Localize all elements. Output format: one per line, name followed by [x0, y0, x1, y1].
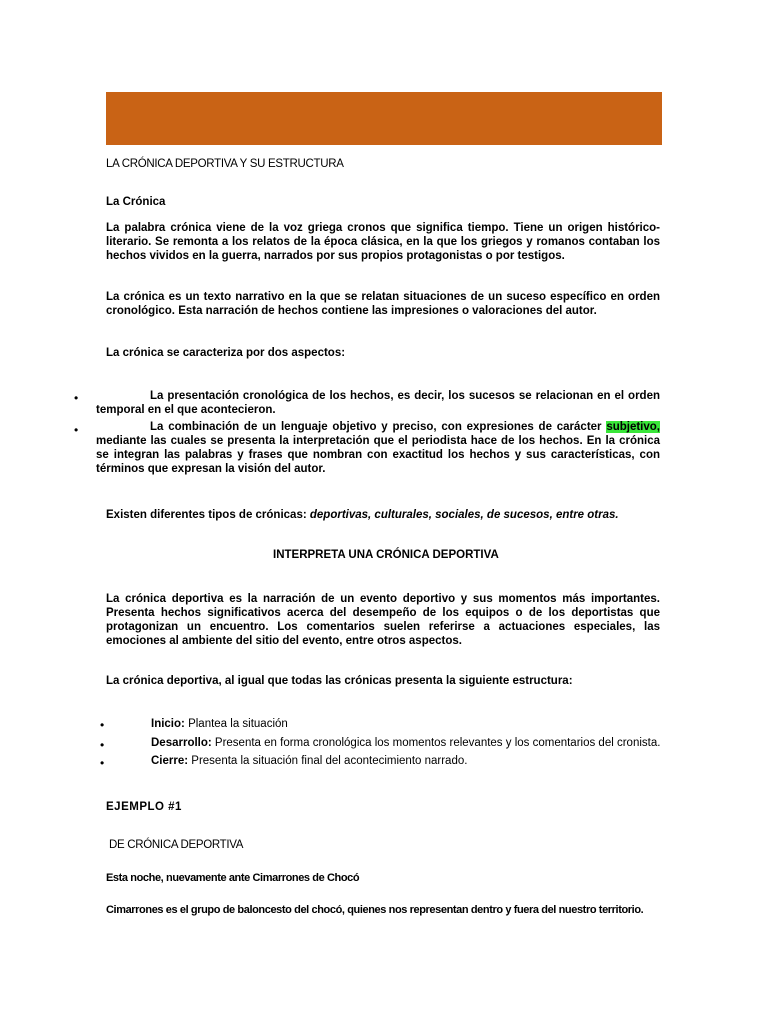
bullet-marker: • — [74, 391, 79, 405]
header-banner — [106, 92, 662, 145]
section-title-cronica: La Crónica — [106, 196, 166, 208]
example-subtitle: DE CRÓNICA DEPORTIVA — [109, 839, 244, 851]
types-intro: Existen diferentes tipos de crónicas: — [106, 509, 310, 521]
structure-term: Desarrollo: — [151, 737, 212, 749]
structure-description: Plantea la situación — [184, 718, 288, 730]
structure-item-cierre — [151, 754, 467, 768]
structure-item-inicio — [151, 717, 288, 731]
highlighted-word: subjetivo, — [606, 421, 660, 433]
document-heading: LA CRÓNICA DEPORTIVA Y SU ESTRUCTURA — [106, 158, 344, 170]
bullet-marker: • — [74, 423, 79, 437]
section-title-interpreta: INTERPRETA UNA CRÓNICA DEPORTIVA — [273, 549, 499, 561]
list-item-aspect-1: La presentación cronológica de los hechos, es decir, los sucesos se relacionan en el orden temporal en el que acontecieron. — [96, 390, 660, 416]
paragraph-origin: La palabra crónica viene de la voz griega cronos que significa tiempo. Tiene un origen histórico-literario. Se remonta a los relatos de la época clásica, en la que los griegos y romanos contaban los hechos vividos en la guerra, narrados por sus propios protagonistas o por testigos. — [106, 222, 660, 262]
aspect-2-text-end: mediante las cuales se presenta la interpretación que el periodista hace de los hechos. En la crónica se integran las palabras y frases que nombran con exactitud los hechos y sus características, con términos que expresan la visión del autor. — [96, 435, 660, 475]
paragraph-definition: La crónica es un texto narrativo en la que se relatan situaciones de un suceso específico en orden cronológico. Esta narración de hechos contiene las impresiones o valoraciones del autor. — [106, 291, 660, 317]
aspect-2-text-start: La combinación de un lenguaje objetivo y preciso, con expresiones de carácter — [150, 421, 607, 433]
bullet-marker: • — [100, 756, 105, 770]
bullet-marker: • — [100, 718, 105, 732]
paragraph-structure-intro: La crónica deportiva, al igual que todas las crónicas presenta la siguiente estructura: — [106, 675, 573, 687]
structure-item-desarrollo — [151, 736, 660, 750]
structure-term: Inicio: — [151, 718, 185, 730]
example-headline: Esta noche, nuevamente ante Cimarrones de Chocó — [106, 872, 360, 884]
example-label: EJEMPLO #1 — [106, 801, 182, 813]
paragraph-aspects-intro: La crónica se caracteriza por dos aspectos: — [106, 347, 346, 359]
example-text: Cimarrones es el grupo de baloncesto del chocó, quienes nos representan dentro y fuera del nuestro territorio. — [106, 904, 644, 916]
structure-term: Cierre: — [151, 755, 189, 767]
list-item-aspect-2 — [96, 420, 660, 476]
structure-description: Presenta la situación final del acontecimiento narrado. — [188, 755, 468, 767]
types-list: deportivas, culturales, sociales, de sucesos, entre otras. — [309, 509, 619, 521]
structure-description: Presenta en forma cronológica los momentos relevantes y los comentarios del cronista. — [211, 737, 661, 749]
paragraph-sports-chronicle: La crónica deportiva es la narración de un evento deportivo y sus momentos más importantes. Presenta hechos significativos acerca del desempeño de los equipos o de los deportistas que protagonizan un encuentro. Los comentarios suelen referirse a actuaciones especiales, las emociones al ambiente del sitio del evento, entre otros aspectos. — [106, 593, 660, 647]
paragraph-types — [106, 508, 619, 522]
bullet-marker: • — [100, 738, 105, 752]
